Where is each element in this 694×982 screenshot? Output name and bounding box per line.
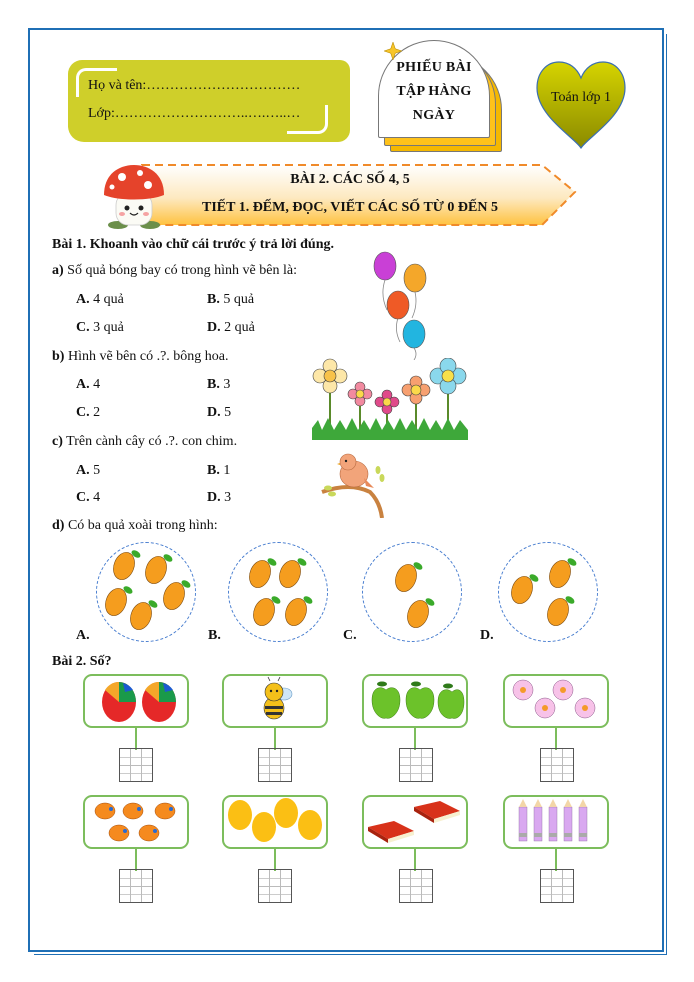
student-info-box bbox=[68, 60, 350, 142]
pink-flowers-image bbox=[505, 676, 607, 726]
option-b-D[interactable]: D. 5 bbox=[207, 405, 232, 420]
red-books-image bbox=[364, 797, 466, 847]
worksheet-title-badge bbox=[378, 40, 508, 160]
bee-image bbox=[224, 676, 326, 726]
question-text: Trên cành cây có .?. con chim. bbox=[66, 434, 238, 449]
student-name-field[interactable]: Họ và tên:…………………………… bbox=[88, 78, 301, 93]
answer-grid-4[interactable] bbox=[540, 748, 574, 782]
count-box-apples bbox=[362, 674, 468, 728]
question-label: a) bbox=[52, 263, 64, 278]
option-b-B[interactable]: B. 3 bbox=[207, 377, 231, 392]
goldfish-image bbox=[85, 797, 187, 847]
student-class-field[interactable]: Lớp:………………………..….…..… bbox=[88, 106, 301, 121]
mango-set-4 bbox=[228, 542, 328, 642]
answer-grid-5[interactable] bbox=[119, 869, 153, 903]
connector-line bbox=[274, 849, 276, 871]
connector-line bbox=[274, 728, 276, 750]
option-b-C[interactable]: C. 2 bbox=[76, 405, 101, 420]
connector-line bbox=[555, 849, 557, 871]
count-box-balloons bbox=[222, 795, 328, 849]
option-c-B[interactable]: B. 1 bbox=[207, 463, 231, 478]
count-box-goldfish bbox=[83, 795, 189, 849]
worksheet-title-line: TẬP HÀNG bbox=[396, 84, 472, 99]
bird-on-branch-image bbox=[320, 452, 390, 518]
answer-grid-2[interactable] bbox=[258, 748, 292, 782]
option-c-D[interactable]: D. 3 bbox=[207, 490, 232, 505]
answer-grid-7[interactable] bbox=[399, 869, 433, 903]
answer-grid-3[interactable] bbox=[399, 748, 433, 782]
count-box-pencils bbox=[503, 795, 609, 849]
mango-set-2 bbox=[362, 542, 462, 642]
mango-choice-label-B[interactable]: B. bbox=[208, 628, 221, 643]
lesson-title: BÀI 2. CÁC SỐ 4, 5 bbox=[290, 172, 410, 187]
beach-balls-image bbox=[85, 676, 187, 726]
option-c-A[interactable]: A. 5 bbox=[76, 463, 101, 478]
exercise-2-title: Bài 2. Số? bbox=[52, 654, 112, 669]
question-text: Số quả bóng bay có trong hình vẽ bên là: bbox=[67, 263, 297, 278]
period-title: TIẾT 1. ĐẾM, ĐỌC, VIẾT CÁC SỐ TỪ 0 ĐẾN 5 bbox=[201, 200, 498, 215]
option-c-C[interactable]: C. 4 bbox=[76, 490, 101, 505]
mango-choice-label-C[interactable]: C. bbox=[343, 628, 357, 643]
worksheet-title-line: NGÀY bbox=[412, 108, 456, 123]
question-label: b) bbox=[52, 349, 65, 364]
question-d bbox=[52, 518, 218, 534]
exercise-1-title: Bài 1. Khoanh vào chữ cái trước ý trả lời đúng. bbox=[52, 237, 334, 252]
yellow-balloons-image bbox=[224, 797, 326, 847]
balloons-image bbox=[370, 250, 440, 360]
option-b-A[interactable]: A. 4 bbox=[76, 377, 101, 392]
purple-pencils-image bbox=[505, 797, 607, 847]
question-b bbox=[52, 349, 229, 365]
answer-grid-8[interactable] bbox=[540, 869, 574, 903]
count-box-bee bbox=[222, 674, 328, 728]
option-a-A[interactable]: A. 4 quả bbox=[76, 292, 124, 307]
mango-choice-label-D[interactable]: D. bbox=[480, 628, 494, 643]
answer-grid-1[interactable] bbox=[119, 748, 153, 782]
connector-line bbox=[414, 728, 416, 750]
question-label: c) bbox=[52, 434, 63, 449]
option-a-B[interactable]: B. 5 quả bbox=[207, 292, 255, 307]
flowers-image bbox=[312, 358, 468, 440]
answer-grid-6[interactable] bbox=[258, 869, 292, 903]
connector-line bbox=[135, 728, 137, 750]
count-box-flowers bbox=[503, 674, 609, 728]
worksheet-title-line: PHIẾU BÀI bbox=[396, 60, 472, 75]
option-a-D[interactable]: D. 2 quả bbox=[207, 320, 255, 335]
count-box-beach-balls bbox=[83, 674, 189, 728]
connector-line bbox=[135, 849, 137, 871]
mango-choice-label-A[interactable]: A. bbox=[76, 628, 90, 643]
connector-line bbox=[555, 728, 557, 750]
question-c bbox=[52, 434, 237, 450]
green-apples-image bbox=[364, 676, 466, 726]
sparkle-star-icon bbox=[384, 42, 402, 60]
connector-line bbox=[414, 849, 416, 871]
option-a-C[interactable]: C. 3 quả bbox=[76, 320, 124, 335]
subject-label: Toán lớp 1 bbox=[550, 90, 612, 105]
question-label: d) bbox=[52, 518, 65, 533]
question-text: Có ba quả xoài trong hình: bbox=[67, 518, 218, 533]
count-box-books bbox=[362, 795, 468, 849]
mango-set-5 bbox=[96, 542, 196, 642]
question-text: Hình vẽ bên có .?. bông hoa. bbox=[67, 349, 229, 364]
question-a bbox=[52, 263, 297, 279]
mango-set-3 bbox=[498, 542, 598, 642]
